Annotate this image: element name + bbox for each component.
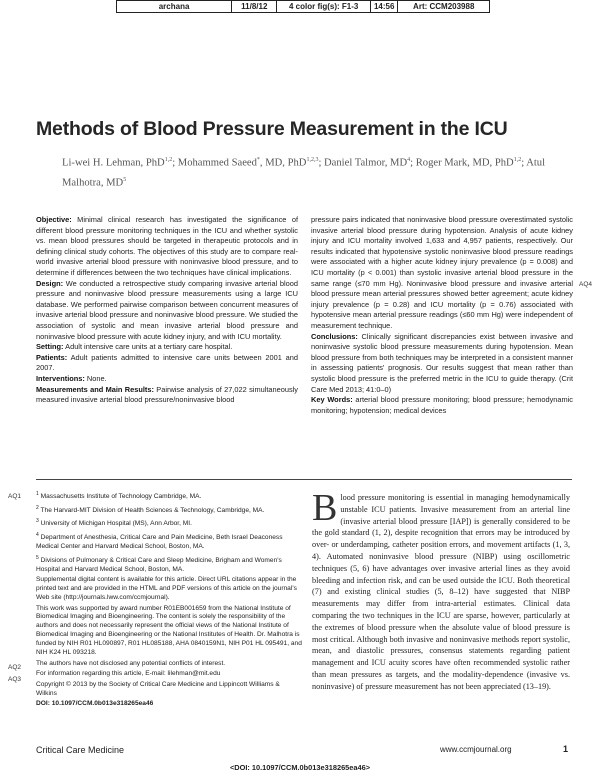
abstract-right-column	[311, 215, 573, 416]
article-title: Methods of Blood Pressure Measurement in the ICU	[36, 118, 508, 140]
interventions-text: None.	[84, 373, 107, 383]
footer-doi: <DOI: 10.1097/CCM.0b013e318265ea46>	[229, 763, 371, 772]
header-color-figs: 4 color fig(s): F1-3	[277, 1, 370, 12]
author-saeed-degree: , MD, PhD	[259, 157, 307, 169]
abstract-setting	[36, 342, 298, 353]
keywords-label: Key Words:	[311, 395, 353, 405]
margin-note-aq4: AQ4	[579, 281, 593, 288]
section-divider	[36, 479, 572, 480]
footnote-doi: DOI: 10.1097/CCM.0b013e318265ea46	[36, 700, 154, 707]
footnote-affil-1	[36, 490, 302, 502]
footnote-copyright: Copyright © 2013 by the Society of Critical Care Medicine and Lippincott Williams & Wilkins	[36, 680, 280, 697]
results-label: Measurements and Main Results:	[36, 384, 154, 394]
body-text	[312, 487, 570, 693]
footnote-number: 1	[36, 491, 39, 497]
footnote-text: Massachusetts Institute of Technology Cambridge, MA.	[38, 493, 202, 501]
abstract-results-cont: pressure pairs indicated that noninvasive blood pressure overestimated systolic invasive arterial blood pressure during hypotension. Analysis of acute kidney injury and ICU mortality involved 1,633 and 4,957 patients, respectively. Our results indicated that hypotensive systolic noninvasive blood pressure readings were associated with a higher acute kidney injury prevalence (p = 0.008) and ICU mortality (p < 0.001) than systolic invasive arterial blood pressure in the same range (≤70 mm Hg). Noninvasive blood pressure and invasive arterial blood pressure mean arterial pressures showed better agreement; acute kidney injury prevalence (p = 0.28) and ICU mortality (p = 0.76) associated with hypotensive mean arterial pressure readings (≤60 mm Hg) were independent of measurement technique.	[311, 215, 573, 330]
results-text: Pairwise analysis of 27,022 simultaneously measured invasive arterial blood pressure/noninvasive blood	[36, 384, 298, 405]
footer-website: www.ccmjournal.org	[440, 745, 512, 754]
margin-note-aq1: AQ1	[8, 493, 22, 500]
footnote-text: Divisions of Pulmonary & Critical Care and Sleep Medicine, Brigham and Women's Hospital and Harvard Medical School, Boston, MA.	[36, 556, 282, 573]
body-paragraph: lood pressure monitoring is essential in managing hemodynamically unstable ICU patients. Invasive measurement from an arterial line (invasive arterial blood pressure [IAP]) is generally considered to be the gold standard (1, 2), despite recognition that errors may be introduced by over- or underdamping, catheter position errors, and movement artifacts (1, 3, 4). Automated noninvasive blood pressure (NIBP) using oscillometric techniques (5, 6) have advantages over invasive arterial lines as they avoid bleeding and infection risk, and can be used outside the ICU. Both theoretical (7) and existing clinical studies (5, 8–12) have suggested that NIBP measurements may differ from intra-arterial estimates. Clinical data comparing the two techniques in the ICU are sparse, however, particularly at the extremes of blood pressure when the absolute value of blood pressure is most critical. Although both invasive and noninvasive methods report systolic, mean, and diastolic pressures, consensus statements regarding patient management and ICU acuity scores have often recommended systolic rather than mean pressures as targets, and the modality-dependence (invasive vs. noninvasive) of pressure measurement has not been appreciated (13–19).	[312, 493, 570, 691]
conclusions-text: Clinically significant discrepancies exist between invasive and noninvasive systolic blood pressure measurements during hypotension. Mean blood pressure from both techniques may be interpreted in a consistent manner in assessing patients' prognosis. Our results suggest that mean rather than systolic blood pressure is the preferred metric in the ICU to guide therapy. (Crit Care Med 2013; 41:0–0)	[311, 331, 573, 394]
interventions-label: Interventions:	[36, 373, 85, 383]
footnote-number: 5	[36, 554, 39, 561]
author-lehman: Li-wei H. Lehman, PhD	[62, 157, 165, 169]
objective-label: Objective:	[36, 215, 72, 224]
author-affil-sup: 5	[123, 176, 127, 183]
production-header-bar	[116, 0, 490, 13]
footnote-reprint: For information regarding this article, E-mail: lilehman@mit.edu	[36, 670, 221, 678]
margin-note-aq2: AQ2	[8, 664, 22, 671]
footnote-number: 2	[36, 504, 39, 511]
conclusions-label: Conclusions:	[311, 331, 358, 341]
author-affil-sup: 1,2	[513, 157, 522, 163]
author-affil-sup: 1,2,3	[306, 157, 319, 163]
author-malhotra: ; Atul Malhotra, MD	[62, 157, 546, 189]
abstract-keywords	[311, 395, 573, 416]
footnote-text: University of Michigan Hospital (MS), Ann Arbor, MI.	[38, 520, 192, 528]
setting-label: Setting:	[36, 342, 64, 352]
header-article-id: Art: CCM203988	[413, 2, 475, 11]
footnote-conflict: The authors have not disclosed any potential conflicts of interest.	[36, 659, 226, 667]
footnote-affil-3	[36, 517, 302, 529]
footnote-text: The Harvard-MIT Division of Health Sciences & Technology, Cambridge, MA.	[38, 506, 265, 514]
header-operator: archana	[117, 1, 232, 12]
abstract-design	[36, 279, 298, 343]
header-date: 11/8/12	[232, 1, 277, 12]
design-text: We conducted a retrospective study comparing invasive arterial blood pressure and noninvasive blood pressure measurements using a large ICU database. We performed pairwise comparison between concurrent measures of invasive arterial blood pressure and noninvasive blood pressure. We studied the association of systolic and mean invasive arterial blood pressure and noninvasive blood pressure with acute kidney injury, and with ICU mortality.	[36, 278, 298, 341]
footnote-affil-5	[36, 554, 302, 575]
keywords-text: arterial blood pressure monitoring; blood pressure; hemodynamic monitoring; hypotension; medical devices	[311, 395, 573, 415]
footnote-number: 3	[36, 518, 39, 525]
abstract-conclusions	[311, 332, 573, 396]
author-saeed: ; Mohammed Saeed	[172, 157, 257, 169]
footnote-text: Department of Anesthesia, Critical Care and Pain Medicine, Beth Israel Deaconess Medical Center and Harvard Medical School, Boston, MA.	[36, 534, 283, 551]
footnote-affil-4	[36, 531, 302, 552]
footnotes-block	[36, 490, 302, 711]
abstract-results	[36, 385, 298, 406]
author-list	[62, 152, 582, 191]
footnote-affil-2	[36, 504, 302, 516]
author-affil-sup: 1,2	[164, 157, 173, 163]
patients-text: Adult patients admitted to intensive care units between 2001 and 2007.	[36, 352, 298, 373]
design-label: Design:	[36, 278, 64, 288]
footnote-number: 4	[36, 532, 39, 539]
author-mark: ; Roger Mark, MD, PhD	[410, 157, 514, 169]
setting-text: Adult intensive care units at a tertiary care hospital.	[63, 342, 233, 352]
author-affil-sup: 4	[407, 157, 411, 163]
abstract-objective	[36, 215, 298, 279]
abstract-patients	[36, 353, 298, 374]
abstract-interventions	[36, 374, 298, 385]
abstract-left-column	[36, 215, 298, 406]
footnote-supplemental: Supplemental digital content is available for this article. Direct URL citations appear in the printed text and are provided in the HTML and PDF versions of this article on the journal's Web site (http://journals.lww.com/ccmjournal).	[36, 576, 297, 602]
objective-text: Minimal clinical research has investigated the significance of different blood pressure monitoring techniques in the ICU and whether systolic vs. mean blood pressures should be targeted in therapeutic protocols and in defining clinical study cohorts. The objectives of this study are to compare real-world invasive arterial blood pressure with noninvasive blood pressure, and to determine if differences between the two techniques have clinical implications.	[36, 215, 298, 277]
footer-journal-name: Critical Care Medicine	[36, 745, 125, 755]
header-time: 14:56	[371, 1, 399, 12]
footnote-funding: This work was supported by award number R01EB001659 from the National Institute of Biomedical Imaging and Bioengineering. The content is solely the responsibility of the authors and does not necessarily represent the official views of the National Institute of Biomedical Imaging and Bioengineering or the National Institutes of Health. Dr. Malhotra is funded by NIH R01 HL090897, R01 HL085188, AHA 0840159N1, NIH P01 HL 095491, and NIH K24 HL 093218.	[36, 604, 302, 657]
author-affil-sup: *	[256, 157, 260, 163]
patients-label: Patients:	[36, 352, 68, 362]
author-talmor: ; Daniel Talmor, MD	[318, 157, 408, 169]
drop-cap: B	[312, 487, 338, 529]
page-number: 1	[563, 744, 569, 754]
margin-note-aq3: AQ3	[8, 676, 22, 683]
